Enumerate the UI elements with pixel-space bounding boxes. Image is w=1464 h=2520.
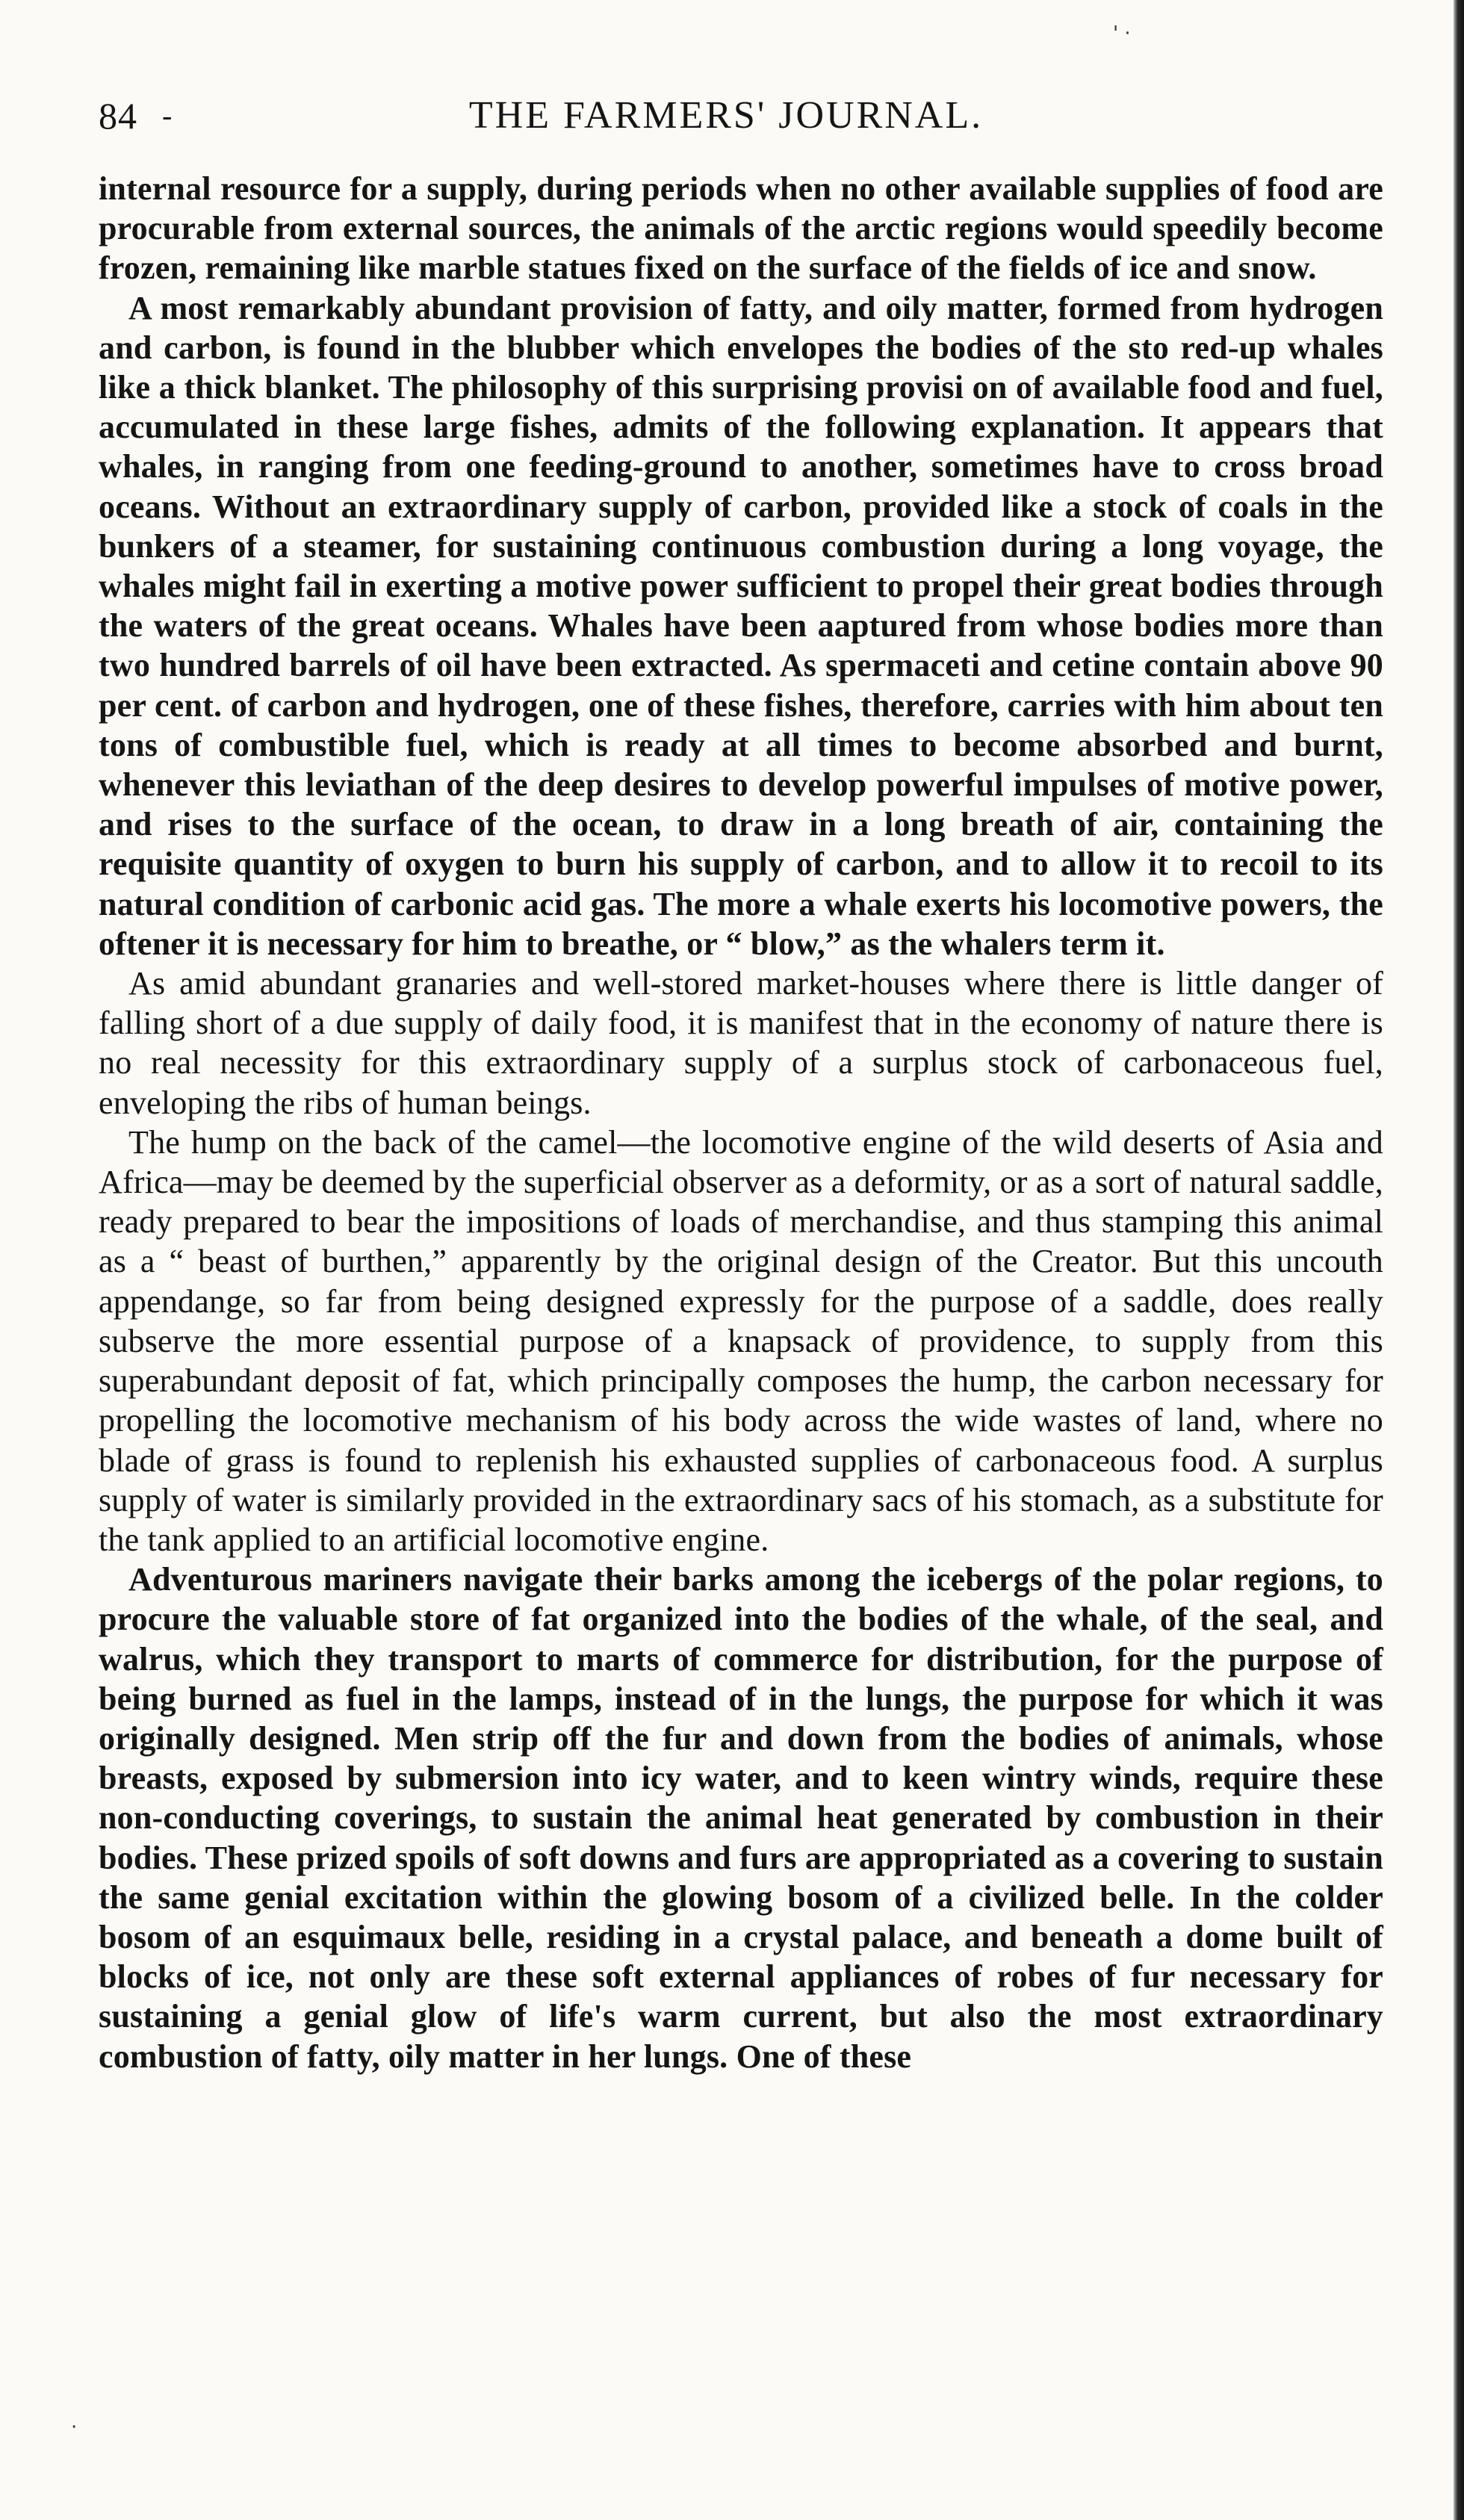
paragraph-polar-mariners: Adventurous mariners navigate their barks among the icebergs of the polar regions, to procure the valuable store of fat organized into the bodies of the whale, of the seal, and walrus, which they transport to marts of commerce for distribution, for the purpose of being burned as fuel in the lamps, instead of in the lungs, the purpose for which it was originally designed. Men strip off the fur and down from the bodies of animals, whose breasts, exposed by submersion into icy water, and to keen wintry winds, require these non-conducting coverings, to sustain the animal heat generated by combustion in their bodies. These prized spoils of soft downs and furs are appropriated as a covering to sustain the same genial excitation within the glowing bosom of a civilized belle. In the colder bosom of an esquimaux belle, residing in a crystal palace, and beneath a dome built of blocks of ice, not only are these soft external appliances of robes of fur necessary for sustaining a genial glow of life's warm current, but also the most extraordinary combustion of fatty, oily matter in her lungs. One of these bbox=[99, 1561, 1383, 2075]
page-number: 84 bbox=[99, 95, 137, 137]
article-body bbox=[99, 169, 1383, 2076]
running-head bbox=[99, 93, 1353, 146]
paragraph-whale-blubber: A most remarkably abundant provision of fatty, and oily matter, formed from hydrogen and carbon, is found in the blubber which envelopes the bodies of the sto red-up whales like a thick blanket. The philosophy of this surprising provisi on of available food and fuel, accumulated in these large fishes, admits of the following explanation. It appears that whales, in ranging from one feeding-ground to another, sometimes have to cross broad oceans. Without an extraordinary supply of carbon, provided like a stock of coals in the bunkers of a steamer, for sustaining continuous combustion during a long voyage, the whales might fail in exerting a motive power sufficient to propel their great bodies through the waters of the great oceans. Whales have been aaptured from whose bodies more than two hundred barrels of oil have been extracted. As spermaceti and cetine contain above 90 per cent. of carbon and hydrogen, one of these fishes, therefore, carries with him about ten tons of combustible fuel, which is ready at all times to become absorbed and burnt, whenever this leviathan of the deep desires to develop powerful impulses of motive power, and rises to the surface of the ocean, to draw in a long breath of air, containing the requisite quantity of oxygen to burn his supply of carbon, and to allow it to recoil to its natural condition of carbonic acid gas. The more a whale exerts his locomotive powers, the oftener it is necessary for him to breathe, or “ blow,” as the whalers term it. bbox=[99, 289, 1383, 962]
page-number-dash: - bbox=[162, 99, 173, 132]
ink-speck: ' · bbox=[1113, 22, 1131, 45]
ink-speck: · bbox=[71, 2416, 78, 2439]
page-edge-shadow bbox=[1454, 0, 1464, 2520]
paragraph-human-fat: As amid abundant granaries and well-stored market-houses where there is little danger of falling short of a due supply of daily food, it is manifest that in the economy of nature there is no real necessity for this extraordinary supply of a surplus stock of carbonaceous fuel, enveloping the ribs of human beings. bbox=[99, 965, 1383, 1121]
paragraph-camel-hump: The hump on the back of the camel—the locomotive engine of the wild deserts of Asia and Africa—may be deemed by the superficial observer as a deformity, or as a sort of natural saddle, ready prepared to bear the impositions of loads of merchandise, and thus stamping this animal as a “ beast of burthen,” apparently by the original design of the Creator. But this uncouth appendange, so far from being designed expressly for the purpose of a saddle, does really subserve the more essential purpose of a knapsack of providence, to supply from this superabundant deposit of fat, which principally composes the hump, the carbon necessary for propelling the locomotive mechanism of his body across the wide wastes of land, where no blade of grass is found to replenish his exhausted supplies of carbonaceous food. A surplus supply of water is similarly provided in the extraordinary sacs of his stomach, as a substitute for the tank applied to an artificial locomotive engine. bbox=[99, 1123, 1383, 1558]
journal-title: THE FARMERS' JOURNAL. bbox=[468, 94, 984, 137]
paragraph-continued: internal resource for a supply, during periods when no other available supplies of food are procurable from external sources, the animals of the arctic regions would speedily become frozen, remaining like marble statues fixed on the surface of the fields of ice and snow. bbox=[99, 170, 1383, 287]
